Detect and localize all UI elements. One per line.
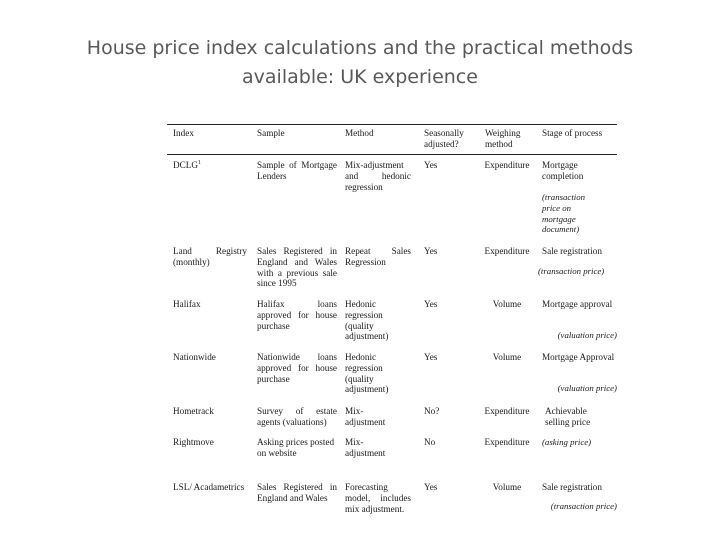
table-row-dclg-stage: Mortgage completion [542, 160, 584, 181]
table-row-lsl-acadametrics-seasonally: Yes [424, 482, 438, 492]
table-row-hometrack-weighting: Expenditure [484, 406, 530, 416]
table-row-dclg-stage-note: (transaction price on mortgage document) [542, 192, 586, 235]
table-row-land-registry-index: Land Registry (monthly) [173, 246, 247, 267]
header-sample: Sample [257, 128, 285, 138]
table-row-dclg-index: DCLG$^1$ [173, 159, 202, 170]
table-row-rightmove-weighting: Expenditure [484, 437, 530, 447]
footnote-marker: 1 [198, 159, 202, 166]
table-row-halifax-weighting: Volume [492, 299, 522, 309]
table-row-rightmove-sample: Asking prices posted on website [257, 437, 335, 458]
table-row-land-registry-sample: Sales Registered in England and Wales with a previous sale since 1995 [257, 246, 337, 289]
table-row-land-registry-seasonally: Yes [424, 246, 438, 256]
slide-title [0, 34, 720, 92]
house-price-index-table [167, 124, 617, 524]
table-row-hometrack-index: Hometrack [173, 406, 214, 416]
table-row-lsl-acadametrics-sample: Sales Registered in England and Wales [257, 482, 337, 503]
slide-title-line-1: House price index calculations and the practical methods [86, 37, 634, 59]
table-row-dclg-seasonally: Yes [424, 160, 438, 170]
table-row-rightmove-seasonally: No [424, 437, 436, 447]
table-row-nationwide-seasonally: Yes [424, 352, 438, 362]
header-index: Index [173, 128, 194, 138]
table-header-rule [167, 154, 617, 155]
table-row-nationwide-sample: Nationwide loans approved for house purchase [257, 352, 337, 384]
header-weighting-method: Weighing method [485, 128, 521, 149]
table-row-nationwide-index: Nationwide [173, 352, 216, 362]
table-row-halifax-index: Halifax [173, 299, 201, 309]
table-row-nationwide-weighting: Volume [492, 352, 522, 362]
table-row-halifax-stage: Mortgage approval [542, 299, 613, 309]
table-row-land-registry-stage: Sale registration [542, 246, 602, 256]
table-row-halifax-sample: Halifax loans approved for house purchase [257, 299, 337, 331]
slide-title-line-2: available: UK experience [242, 66, 478, 88]
header-seasonally-adjusted: Seasonally adjusted? [424, 128, 464, 149]
table-row-hometrack-method: Mix-adjustment [345, 406, 386, 427]
table-row-nationwide-method: Hedonic regression (quality adjustment) [345, 352, 389, 395]
table-row-halifax-method: Hedonic regression (quality adjustment) [345, 299, 389, 342]
table-row-halifax-seasonally: Yes [424, 299, 438, 309]
table-row-rightmove-method: Mix-adjustment [345, 437, 386, 458]
table-row-nationwide-stage: Mortgage Approval [542, 352, 615, 362]
table-row-hometrack-seasonally: No? [424, 406, 440, 416]
table-row-land-registry-stage-note: (transaction price) [538, 266, 605, 276]
table-row-lsl-acadametrics-weighting: Volume [492, 482, 522, 492]
table-row-hometrack-sample: Survey of estate agents (valuations) [257, 406, 337, 427]
table-row-lsl-acadametrics-stage-note: (transaction price) [550, 501, 617, 511]
table-row-dclg-sample: Sample of Mortgage Lenders [257, 160, 337, 181]
table-row-lsl-acadametrics-stage: Sale registration [542, 482, 602, 492]
table-row-land-registry-method: Repeat Sales Regression [345, 246, 411, 267]
table-row-dclg-method: Mix-adjustment and hedonic regression [345, 160, 411, 192]
table-row-nationwide-stage-note: (valuation price) [557, 383, 617, 393]
table-row-dclg-weighting: Expenditure [484, 160, 530, 170]
table-row-rightmove-index: Rightmove [173, 437, 214, 447]
header-stage-of-process: Stage of process [542, 128, 603, 138]
table-row-hometrack-stage: Achievable selling price [545, 406, 591, 427]
header-method: Method [345, 128, 374, 138]
table-row-halifax-stage-note: (valuation price) [557, 330, 617, 340]
table-row-lsl-acadametrics-method: Forecasting model, includes mix adjustment. [345, 482, 411, 514]
table-row-lsl-acadametrics-index: LSL/ Acadametrics [173, 482, 245, 492]
table-row-rightmove-stage: (asking price) [542, 437, 592, 447]
table-row-land-registry-weighting: Expenditure [484, 246, 530, 256]
table-top-rule [167, 124, 617, 125]
